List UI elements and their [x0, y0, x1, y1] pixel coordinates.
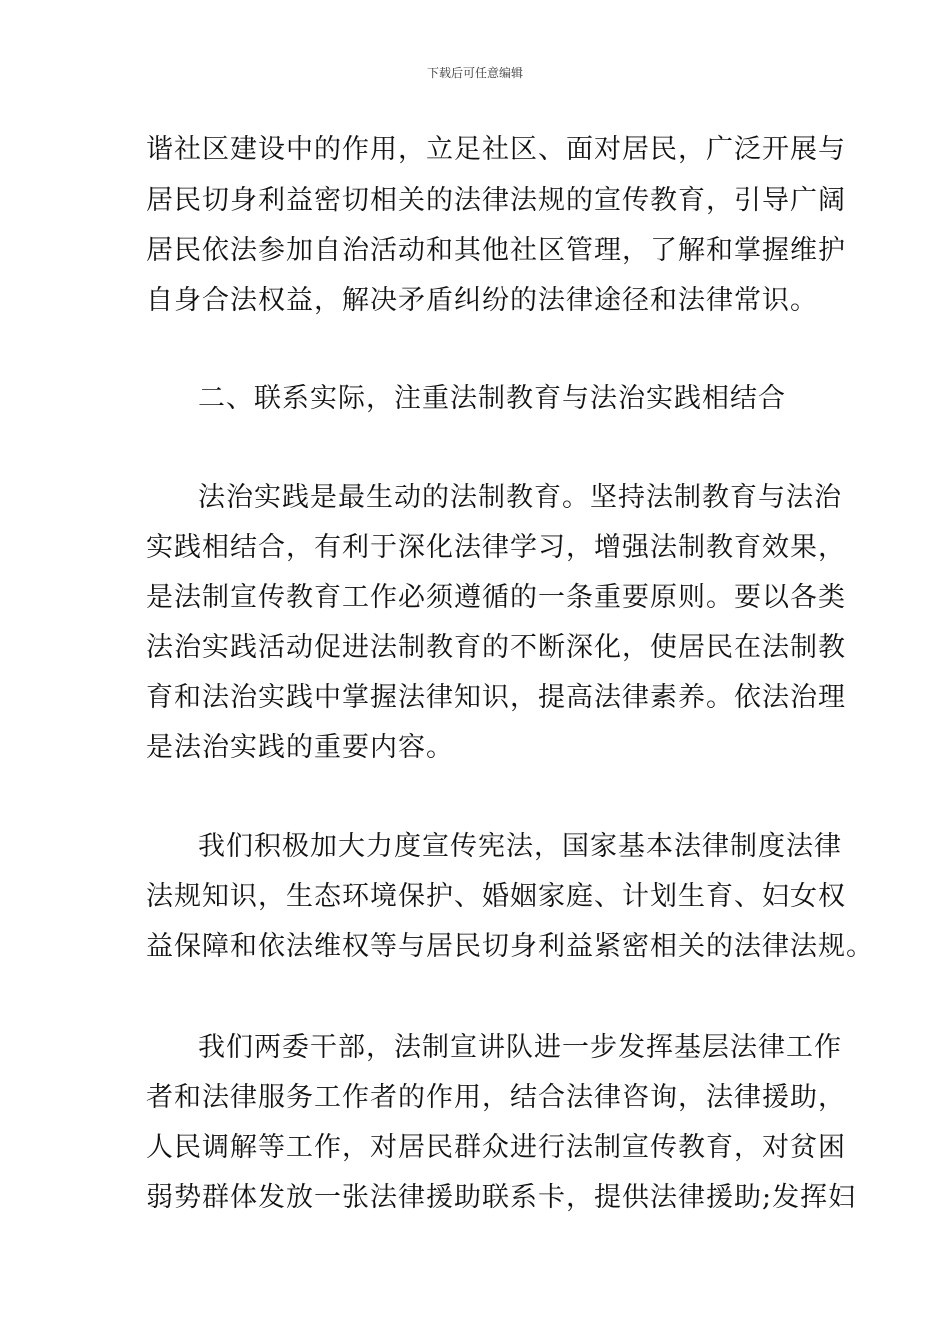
- text-line: 居民切身利益密切相关的法律法规的宣传教育，引导广阔: [146, 185, 846, 216]
- page-header: 下载后可任意编辑: [426, 66, 523, 80]
- text-line: 居民依法参加自治活动和其他社区管理，了解和掌握维护: [146, 235, 846, 266]
- text-line: 者和法律服务工作者的作用，结合法律咨询，法律援助，: [146, 1082, 846, 1113]
- text-line: 法治实践活动促进法制教育的不断深化，使居民在法制教: [146, 632, 846, 663]
- text-line: 实践相结合，有利于深化法律学习，增强法制教育效果，: [146, 532, 846, 563]
- text-line: 人民调解等工作，对居民群众进行法制宣传教育，对贫困: [146, 1132, 846, 1163]
- text-line: 我们积极加大力度宣传宪法，国家基本法律制度法律: [198, 831, 842, 862]
- text-line: 益保障和依法维权等与居民切身利益紧密相关的法律法规。: [146, 931, 874, 962]
- text-line: 法规知识，生态环境保护、婚姻家庭、计划生育、妇女权: [146, 881, 846, 912]
- text-line: 育和法治实践中掌握法律知识，提高法律素养。依法治理: [146, 682, 846, 713]
- text-line: 是法制宣传教育工作必须遵循的一条重要原则。要以各类: [146, 582, 846, 613]
- text-line: 我们两委干部，法制宣讲队进一步发挥基层法律工作: [198, 1032, 842, 1063]
- text-line: 法治实践是最生动的法制教育。坚持法制教育与法治: [198, 482, 842, 513]
- heading-line: 二、联系实际，注重法制教育与法治实践相结合: [198, 383, 786, 414]
- text-line: 是法治实践的重要内容。: [146, 732, 454, 763]
- text-line: 谐社区建设中的作用，立足社区、面对居民，广泛开展与: [146, 134, 846, 165]
- text-line: 弱势群体发放一张法律援助联系卡，提供法律援助;发挥妇: [146, 1182, 857, 1213]
- text-line: 自身合法权益，解决矛盾纠纷的法律途径和法律常识。: [146, 285, 818, 316]
